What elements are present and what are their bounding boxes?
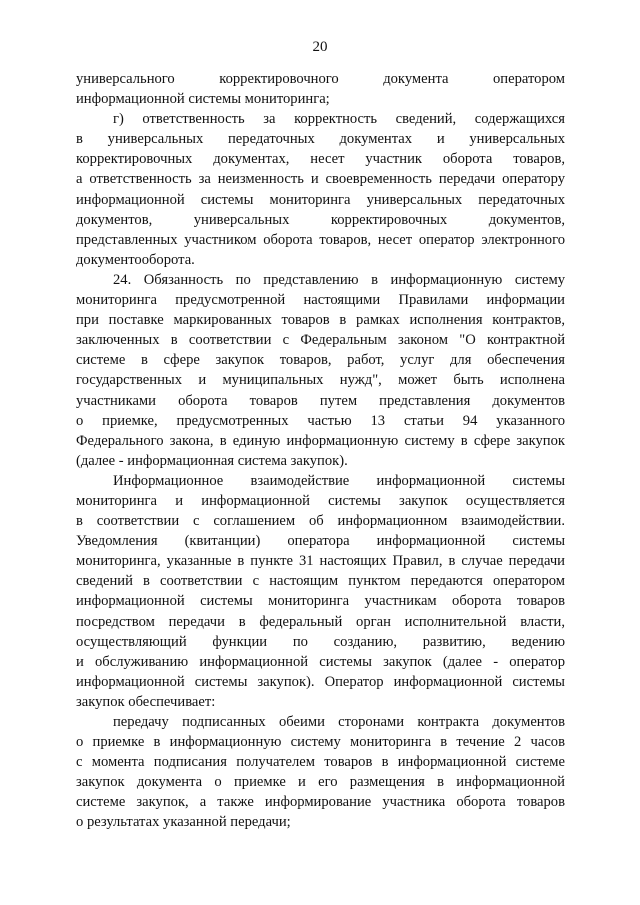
text-line: закупок обеспечивает:	[76, 693, 216, 710]
text-line: при поставке маркированных товаров в рамках исполнения контрактов,	[76, 312, 565, 329]
text-line: с момента подписания получателем товаров в информационной системе	[76, 754, 565, 771]
paragraph	[76, 270, 565, 471]
text-line: о приемке в информационную систему мониторинга в течение 2 часов	[76, 734, 565, 751]
text-line: мониторинга предусмотренной настоящими Правилами информации	[76, 292, 565, 309]
page-number: 20	[312, 39, 328, 55]
text-line: Федерального закона, в единую информационную систему в сфере закупок	[76, 432, 565, 449]
text-line: о результатах указанной передачи;	[76, 814, 291, 831]
text-line: представленных участником оборота товаров, несет оператор электронного	[76, 231, 565, 248]
text-line: осуществляющий функции по созданию, развитию, ведению	[76, 633, 565, 650]
paragraph	[76, 109, 565, 270]
text-line: в соответствии с соглашением об информационном взаимодействии.	[76, 513, 565, 530]
text-line: системе закупок, а также информирование участника оборота товаров	[76, 794, 565, 811]
text-line: корректировочных документах, несет участник оборота товаров,	[76, 151, 565, 168]
text-line: и обслуживанию информационной системы закупок (далее - оператор	[76, 653, 565, 670]
paragraph	[76, 69, 565, 109]
text-line: Уведомления (квитанции) оператора информационной системы	[76, 533, 565, 550]
text-line: Информационное взаимодействие информационной системы	[113, 472, 565, 489]
text-line: универсального корректировочного документа оператором	[76, 71, 565, 87]
text-line: о приемке, предусмотренных частью 13 статьи 94 указанного	[76, 412, 565, 429]
text-line: 24. Обязанность по представлению в информационную систему	[113, 271, 565, 288]
text-line: информационной системы закупок). Оператор информационной системы	[76, 673, 565, 690]
text-line: информационной системы мониторинга участникам оборота товаров	[76, 593, 565, 610]
text-line: в универсальных передаточных документах и универсальных	[76, 131, 565, 148]
text-line: системе в сфере закупок товаров, работ, услуг для обеспечения	[76, 352, 565, 369]
text-line: участниками оборота товаров путем представления документов	[76, 392, 565, 409]
text-line: мониторинга, указанные в пункте 31 настоящих Правил, в случае передачи	[76, 553, 565, 570]
text-line: а ответственность за неизменность и своевременность передачи оператору	[76, 171, 565, 188]
text-line: документов, универсальных корректировочных документов,	[76, 211, 565, 228]
paragraph	[76, 712, 565, 833]
text-line: заключенных в соответствии с Федеральным законом "О контрактной	[76, 332, 565, 349]
text-line: посредством передачи в федеральный орган исполнительной власти,	[76, 613, 565, 630]
text-line: мониторинга и информационной системы закупок осуществляется	[76, 492, 565, 509]
paragraph	[76, 471, 565, 712]
text-line: государственных и муниципальных нужд", может быть исполнена	[76, 372, 565, 389]
text-line: г) ответственность за корректность сведений, содержащихся	[113, 111, 565, 128]
text-line: информационной системы мониторинга универсальных передаточных	[76, 191, 565, 208]
text-line: документооборота.	[76, 251, 195, 268]
text-line: сведений в соответствии с настоящим пунктом передаются оператором	[76, 573, 565, 590]
text-line: передачу подписанных обеими сторонами контракта документов	[113, 714, 565, 730]
document-body	[76, 69, 565, 833]
text-line: (далее - информационная система закупок).	[76, 452, 348, 469]
text-line: информационной системы мониторинга;	[76, 91, 330, 108]
text-line: закупок документа о приемке и его размещения в информационной	[76, 774, 565, 791]
